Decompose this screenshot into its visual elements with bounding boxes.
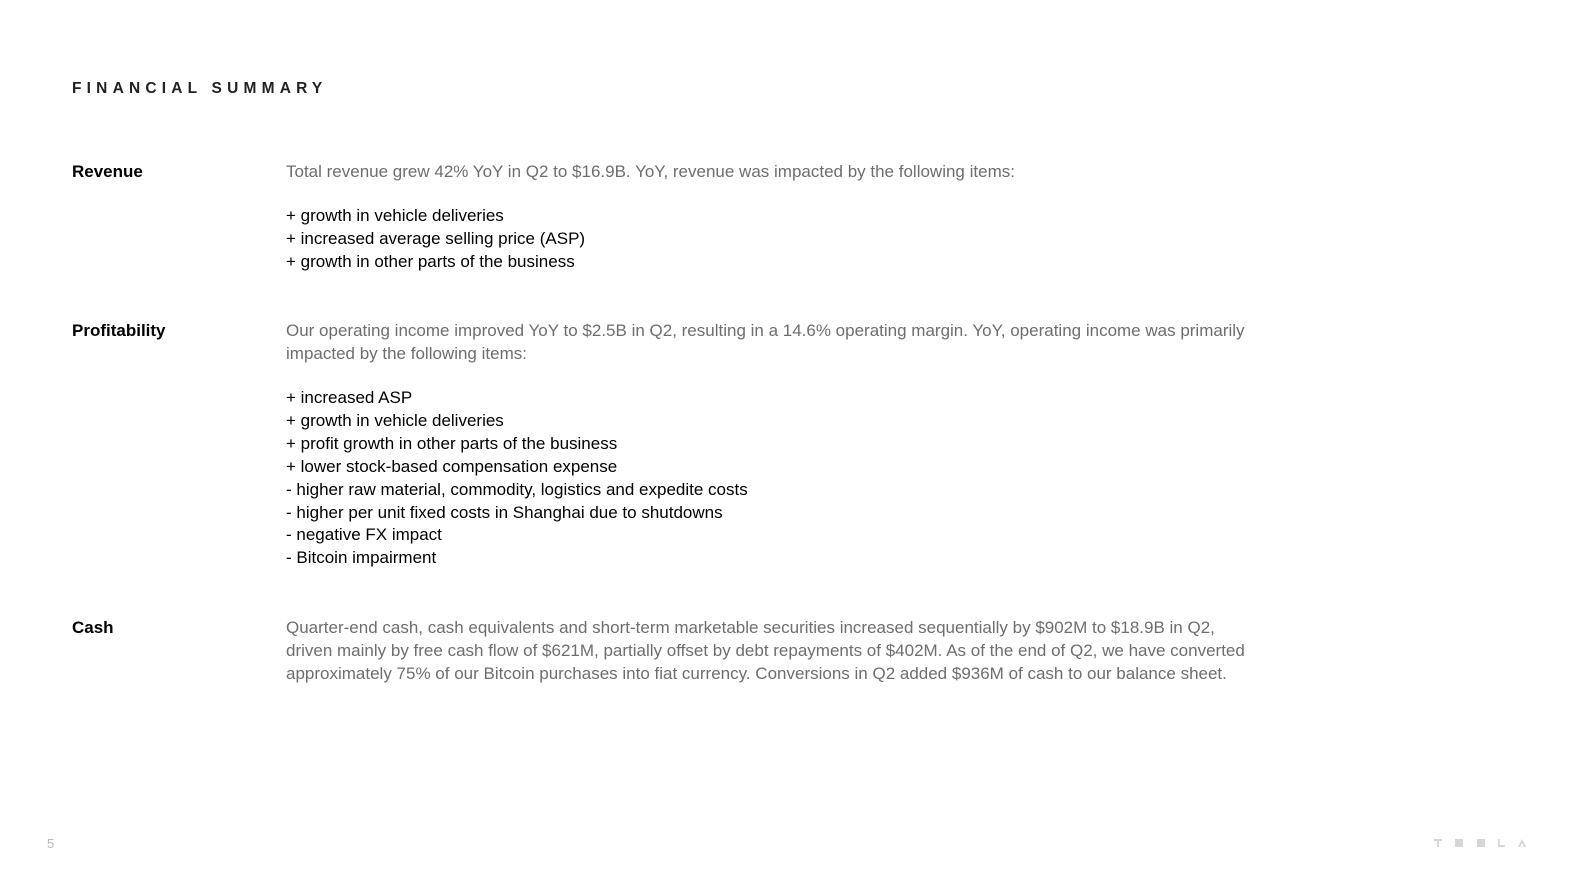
section-body: [286, 160, 1246, 274]
list-item: + profit growth in other parts of the business: [286, 433, 618, 453]
section-label: Profitability: [72, 321, 166, 340]
list-item: + growth in other parts of the business: [286, 251, 575, 271]
section-description: Quarter-end cash, cash equivalents and short-term marketable securities increased sequentially by $902M to $18.9B in Q2, driven mainly by free cash flow of $621M, partially offset by debt repayments of $402M. As of the end of Q2, we have converted approximately 75% of our Bitcoin purchases into fiat currency. Conversions in Q2 added $936M of cash to our balance sheet.: [286, 618, 1245, 683]
section-item-list: [286, 205, 1246, 274]
list-item: - Bitcoin impairment: [286, 548, 437, 568]
list-item: + growth in vehicle deliveries: [286, 206, 504, 225]
list-item: - negative FX impact: [286, 525, 442, 545]
logo-letter-e-icon: [1455, 839, 1463, 847]
section-item-list: [286, 387, 1246, 570]
section-body: [286, 616, 1246, 685]
section-description: Our operating income improved YoY to $2.5B in Q2, resulting in a 14.6% operating margin. YoY, operating income was primarily impacted by the following items:: [286, 321, 1245, 363]
list-item: + increased average selling price (ASP): [286, 228, 586, 248]
section-label: Cash: [72, 618, 114, 637]
list-item: - higher per unit fixed costs in Shanghai due to shutdowns: [286, 502, 723, 522]
list-item: + growth in vehicle deliveries: [286, 410, 504, 430]
tesla-logo-icon: [1434, 837, 1526, 849]
section-description: Total revenue grew 42% YoY in Q2 to $16.9B. YoY, revenue was impacted by the following items:: [286, 162, 1015, 181]
logo-letter-l-icon: [1498, 839, 1505, 847]
section-body: [286, 319, 1246, 570]
list-item: + lower stock-based compensation expense: [286, 456, 618, 476]
list-item: + increased ASP: [286, 388, 413, 407]
logo-letter-t-icon: [1434, 839, 1442, 847]
logo-letter-s-icon: [1477, 839, 1485, 847]
list-item: - higher raw material, commodity, logistics and expedite costs: [286, 479, 748, 499]
page-number: 5: [47, 836, 55, 851]
logo-letter-a-icon: [1518, 839, 1526, 847]
page-title: FINANCIAL SUMMARY: [72, 80, 328, 97]
section-label: Revenue: [72, 162, 143, 181]
